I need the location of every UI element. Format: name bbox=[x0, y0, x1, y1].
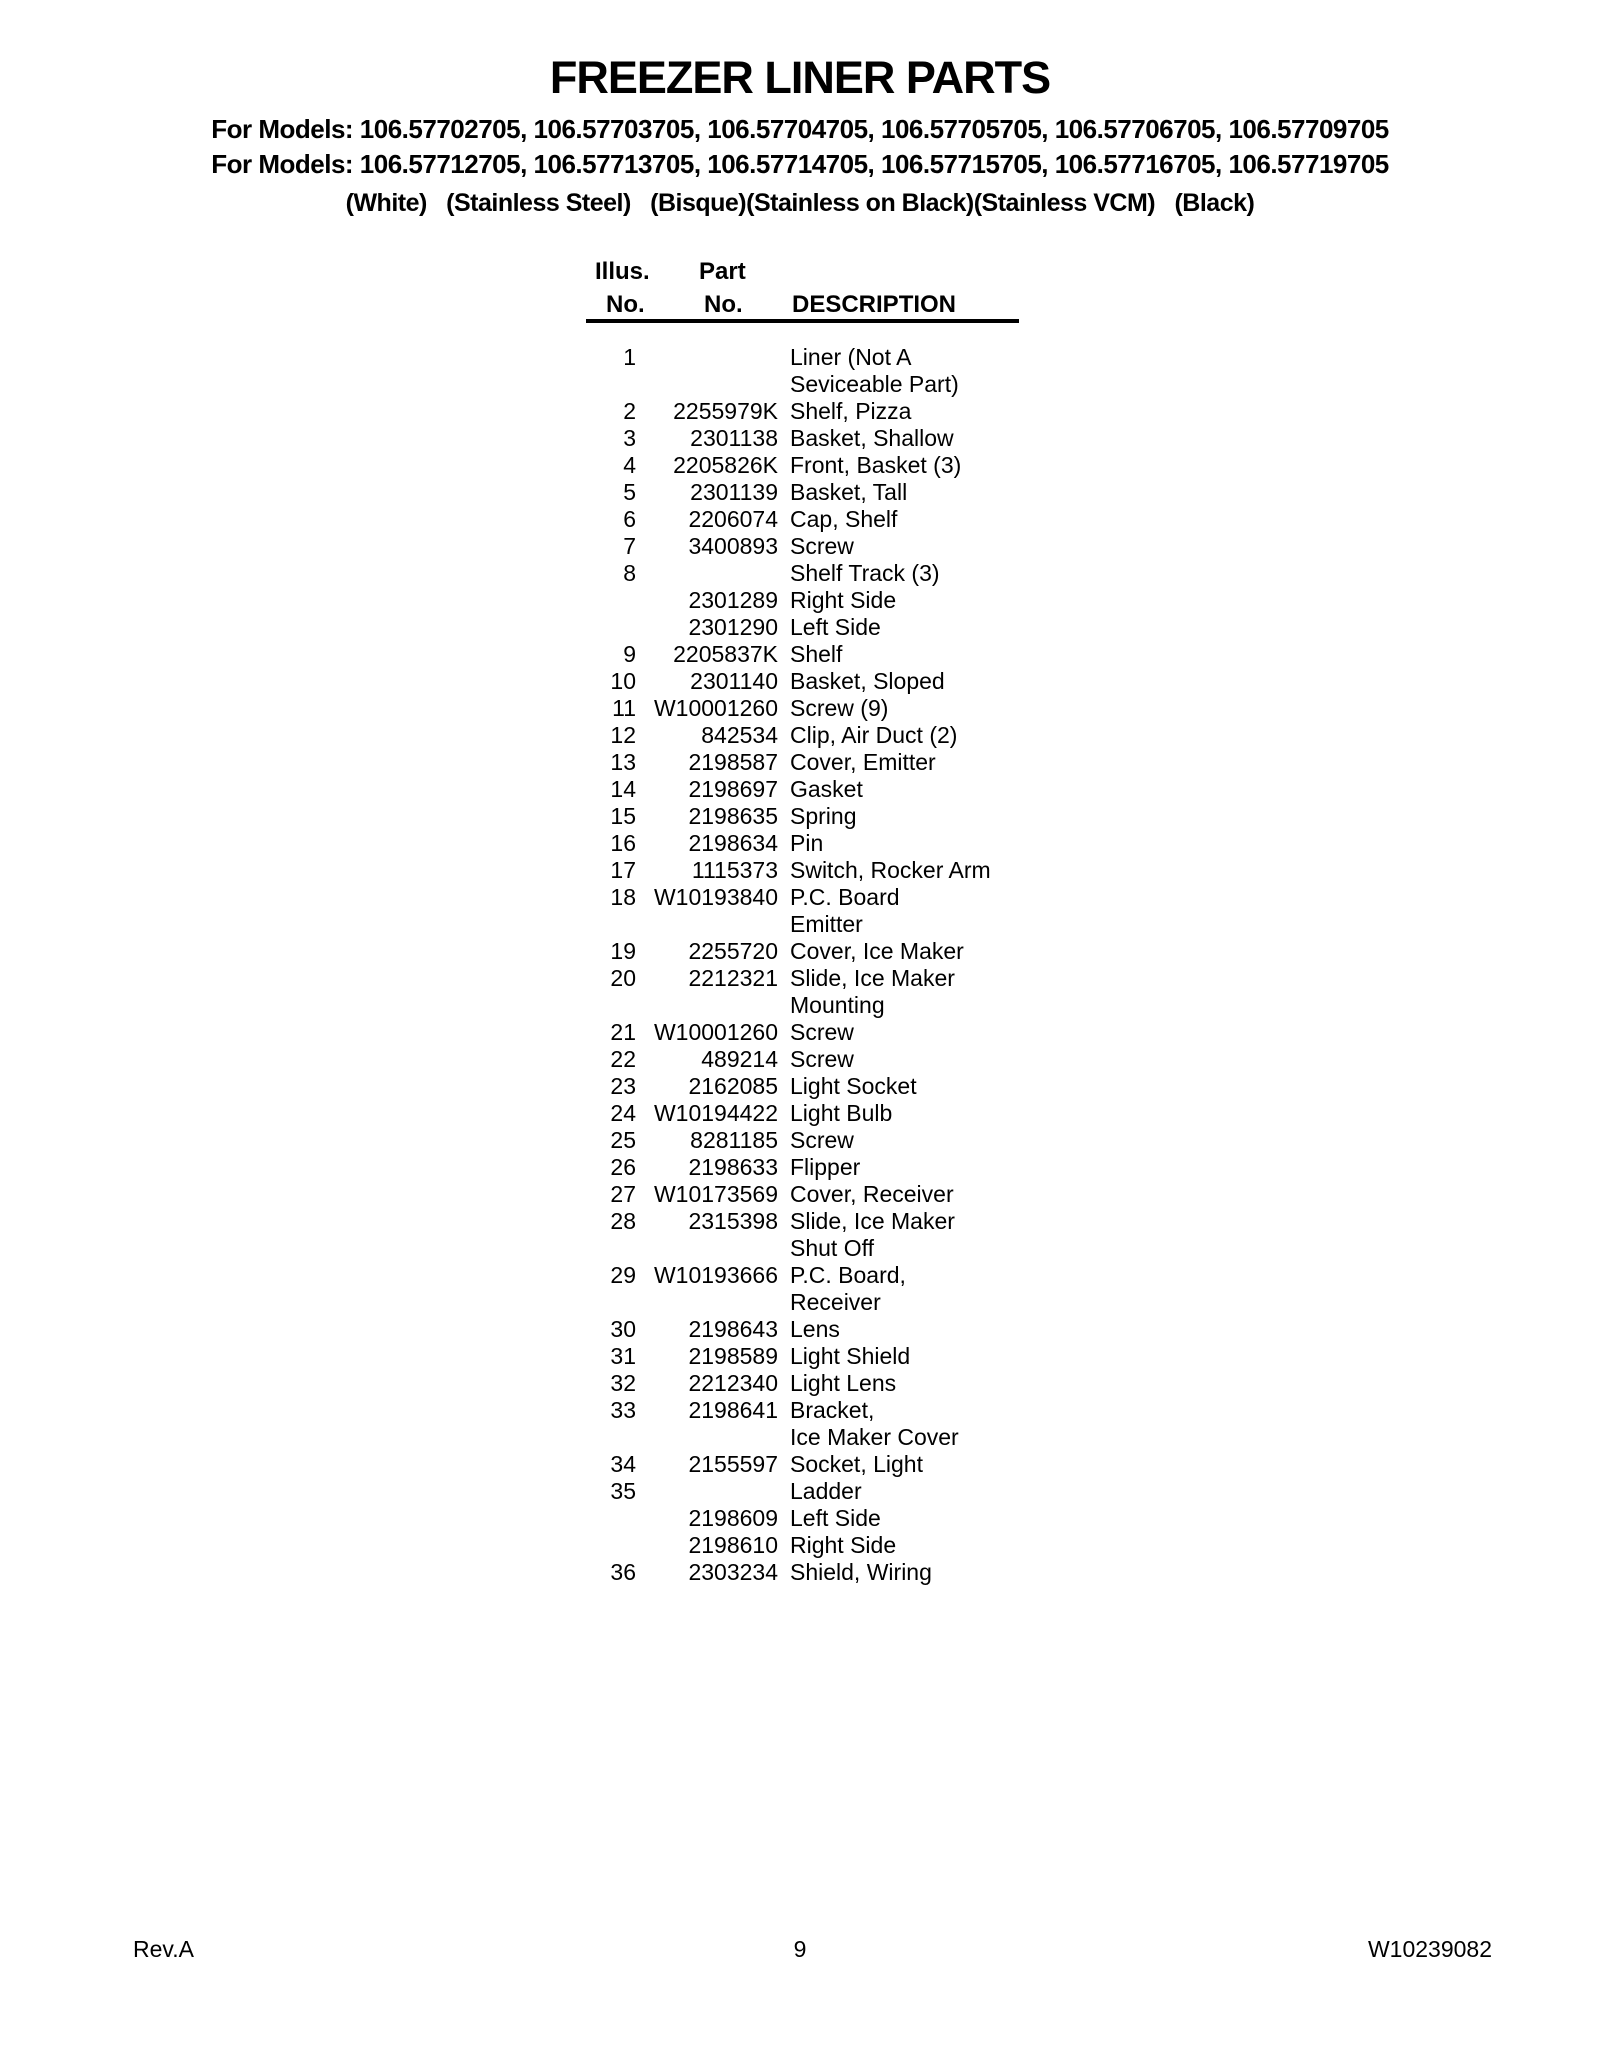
description-cell bbox=[778, 965, 1100, 1019]
illus-no-cell: 36 bbox=[610, 1559, 636, 1585]
illus-no-cell: 11 bbox=[612, 695, 636, 721]
description-line: Ice Maker Cover bbox=[790, 1424, 959, 1450]
description-line: Flipper bbox=[790, 1154, 861, 1180]
footer-page-number: 9 bbox=[793, 1936, 807, 1962]
table-row bbox=[540, 1343, 1100, 1370]
part-no-cell: 842534 bbox=[701, 722, 778, 748]
description-cell bbox=[778, 1208, 1100, 1262]
part-no-cell: W10193840 bbox=[653, 884, 778, 910]
part-no-cell: 2205826K bbox=[673, 452, 778, 478]
part-no-cell: 2255720 bbox=[688, 938, 778, 964]
illus-no-cell: 10 bbox=[610, 668, 636, 694]
description-cell bbox=[778, 857, 1100, 884]
description-cell bbox=[778, 344, 1100, 398]
description-line: Screw bbox=[790, 1046, 854, 1072]
table-row bbox=[540, 506, 1100, 533]
part-no-cell: 2198641 bbox=[688, 1397, 778, 1423]
description-cell bbox=[778, 1343, 1100, 1370]
description-cell bbox=[778, 614, 1100, 641]
part-no-cell: 2212321 bbox=[688, 965, 778, 991]
table-row bbox=[540, 1154, 1100, 1181]
illus-no-cell: 1 bbox=[623, 344, 636, 370]
illus-no-cell: 6 bbox=[623, 506, 636, 532]
description-line: Shield, Wiring bbox=[790, 1559, 932, 1585]
description-line: Right Side bbox=[790, 587, 897, 613]
description-cell bbox=[778, 533, 1100, 560]
illus-no-cell: 7 bbox=[623, 533, 636, 559]
illus-no-cell: 17 bbox=[610, 857, 636, 883]
description-cell bbox=[778, 641, 1100, 668]
description-line: Lens bbox=[790, 1316, 840, 1342]
illus-no-cell: 35 bbox=[610, 1478, 636, 1504]
part-no-cell: 2301290 bbox=[688, 614, 778, 640]
description-cell bbox=[778, 560, 1100, 587]
illus-no-cell: 21 bbox=[610, 1019, 636, 1045]
part-no-cell: 2301138 bbox=[690, 425, 778, 451]
description-line: Ladder bbox=[790, 1478, 862, 1504]
description-line: Basket, Sloped bbox=[790, 668, 945, 694]
illus-no-cell: 27 bbox=[610, 1181, 636, 1207]
illus-no-cell bbox=[540, 1505, 652, 1532]
description-line: Light Socket bbox=[790, 1073, 917, 1099]
description-line: Cover, Ice Maker bbox=[790, 938, 964, 964]
description-cell bbox=[778, 668, 1100, 695]
description-cell bbox=[778, 1073, 1100, 1100]
description-line: Shelf, Pizza bbox=[790, 398, 912, 424]
description-cell bbox=[778, 776, 1100, 803]
part-no-cell: 2198633 bbox=[688, 1154, 778, 1180]
description-cell bbox=[778, 1046, 1100, 1073]
description-line: Receiver bbox=[790, 1289, 881, 1315]
description-cell bbox=[778, 425, 1100, 452]
illus-no-cell: 4 bbox=[623, 452, 636, 478]
description-cell bbox=[778, 587, 1100, 614]
illus-no-cell: 14 bbox=[610, 776, 636, 802]
description-line: P.C. Board bbox=[790, 884, 900, 910]
part-no-cell: 2155597 bbox=[688, 1451, 778, 1477]
table-row bbox=[540, 668, 1100, 695]
description-line: Left Side bbox=[790, 614, 881, 640]
table-row bbox=[540, 1262, 1100, 1316]
part-no-cell: 2255979K bbox=[673, 398, 778, 424]
illus-no-cell: 9 bbox=[623, 641, 636, 667]
description-line: Clip, Air Duct (2) bbox=[790, 722, 958, 748]
table-row bbox=[540, 695, 1100, 722]
part-no-cell: 2301289 bbox=[688, 587, 778, 613]
description-line: Liner (Not A bbox=[790, 344, 912, 370]
description-cell bbox=[778, 1451, 1100, 1478]
part-no-cell: 2205837K bbox=[673, 641, 778, 667]
description-cell bbox=[778, 479, 1100, 506]
description-cell bbox=[778, 506, 1100, 533]
part-no-cell: 2198635 bbox=[688, 803, 778, 829]
description-line: Screw bbox=[790, 1019, 854, 1045]
part-no-cell bbox=[652, 1478, 778, 1505]
part-no-cell: 2301139 bbox=[690, 479, 778, 505]
table-row bbox=[540, 1127, 1100, 1154]
description-cell bbox=[778, 722, 1100, 749]
description-cell bbox=[778, 1262, 1100, 1316]
part-no-cell: 8281185 bbox=[690, 1127, 778, 1153]
table-row bbox=[540, 1451, 1100, 1478]
description-line: Slide, Ice Maker bbox=[790, 1208, 955, 1234]
column-header-illus-no: No. bbox=[606, 291, 645, 318]
illus-no-cell: 15 bbox=[610, 803, 636, 829]
table-row bbox=[540, 1559, 1100, 1586]
part-no-cell: 2206074 bbox=[688, 506, 778, 532]
illus-no-cell bbox=[540, 614, 652, 641]
description-cell bbox=[778, 830, 1100, 857]
illus-no-cell: 26 bbox=[610, 1154, 636, 1180]
table-row bbox=[540, 425, 1100, 452]
illus-no-cell: 19 bbox=[610, 938, 636, 964]
table-row bbox=[540, 965, 1100, 1019]
description-cell bbox=[778, 884, 1100, 938]
description-cell bbox=[778, 1532, 1100, 1559]
part-no-cell: 3400893 bbox=[688, 533, 778, 559]
description-line: Gasket bbox=[790, 776, 863, 802]
table-row bbox=[540, 749, 1100, 776]
table-row bbox=[540, 1370, 1100, 1397]
table-row bbox=[540, 803, 1100, 830]
description-line: Spring bbox=[790, 803, 857, 829]
models-line-1: For Models: 106.57702705, 106.57703705, 106.57704705, 106.57705705, 106.57706705, 106.57709705 bbox=[211, 114, 1389, 144]
description-line: Cap, Shelf bbox=[790, 506, 898, 532]
description-cell bbox=[778, 1478, 1100, 1505]
description-cell bbox=[778, 1559, 1100, 1586]
table-row bbox=[540, 1073, 1100, 1100]
description-line: Cover, Receiver bbox=[790, 1181, 954, 1207]
illus-no-cell bbox=[540, 1532, 652, 1559]
part-no-cell: 2301140 bbox=[690, 668, 778, 694]
description-line: Screw (9) bbox=[790, 695, 889, 721]
illus-no-cell: 24 bbox=[610, 1100, 636, 1126]
column-header-part: Part bbox=[699, 258, 746, 285]
illus-no-cell: 25 bbox=[610, 1127, 636, 1153]
description-cell bbox=[778, 803, 1100, 830]
description-cell bbox=[778, 695, 1100, 722]
illus-no-cell: 32 bbox=[610, 1370, 636, 1396]
description-cell bbox=[778, 1370, 1100, 1397]
table-row bbox=[540, 1478, 1100, 1505]
table-row bbox=[540, 830, 1100, 857]
description-cell bbox=[778, 452, 1100, 479]
description-line: Shelf Track (3) bbox=[790, 560, 940, 586]
table-row bbox=[540, 857, 1100, 884]
illus-no-cell: 34 bbox=[610, 1451, 636, 1477]
illus-no-cell: 30 bbox=[610, 1316, 636, 1342]
part-no-cell: W10193666 bbox=[653, 1262, 778, 1288]
page-title: FREEZER LINER PARTS bbox=[549, 52, 1051, 103]
illus-no-cell: 5 bbox=[623, 479, 636, 505]
table-row bbox=[540, 776, 1100, 803]
illus-no-cell: 2 bbox=[623, 398, 636, 424]
illus-no-cell: 13 bbox=[610, 749, 636, 775]
part-no-cell: 2198610 bbox=[688, 1532, 778, 1558]
description-cell bbox=[778, 1316, 1100, 1343]
description-line: Light Shield bbox=[790, 1343, 911, 1369]
description-line: Light Lens bbox=[790, 1370, 897, 1396]
description-line: Switch, Rocker Arm bbox=[790, 857, 991, 883]
description-line: Front, Basket (3) bbox=[790, 452, 962, 478]
column-header-part-no: No. bbox=[704, 291, 743, 318]
illus-no-cell: 33 bbox=[610, 1397, 636, 1423]
part-no-cell: 2303234 bbox=[688, 1559, 778, 1585]
illus-no-cell: 23 bbox=[610, 1073, 636, 1099]
table-header-rule bbox=[586, 319, 1019, 323]
table-row bbox=[540, 587, 1100, 614]
description-line: Bracket, bbox=[790, 1397, 875, 1423]
table-row bbox=[540, 722, 1100, 749]
description-cell bbox=[778, 938, 1100, 965]
table-row bbox=[540, 884, 1100, 938]
table-row bbox=[540, 398, 1100, 425]
description-line: Pin bbox=[790, 830, 824, 856]
description-cell bbox=[778, 1181, 1100, 1208]
table-row bbox=[540, 1046, 1100, 1073]
illus-no-cell bbox=[540, 587, 652, 614]
table-row bbox=[540, 560, 1100, 587]
description-line: Cover, Emitter bbox=[790, 749, 936, 775]
illus-no-cell: 3 bbox=[623, 425, 636, 451]
table-row bbox=[540, 938, 1100, 965]
illus-no-cell: 22 bbox=[610, 1046, 636, 1072]
illus-no-cell: 8 bbox=[623, 560, 636, 586]
description-cell bbox=[778, 1505, 1100, 1532]
part-no-cell bbox=[652, 344, 778, 398]
part-no-cell: 2198634 bbox=[688, 830, 778, 856]
description-cell bbox=[778, 1397, 1100, 1451]
illus-no-cell: 31 bbox=[610, 1343, 636, 1369]
table-row bbox=[540, 452, 1100, 479]
part-no-cell: W10194422 bbox=[653, 1100, 778, 1126]
table-row bbox=[540, 1181, 1100, 1208]
description-line: Left Side bbox=[790, 1505, 881, 1531]
part-no-cell: 2198609 bbox=[688, 1505, 778, 1531]
description-cell bbox=[778, 398, 1100, 425]
part-no-cell: W10001260 bbox=[653, 1019, 778, 1045]
part-no-cell: 2198697 bbox=[688, 776, 778, 802]
description-cell bbox=[778, 1154, 1100, 1181]
description-cell bbox=[778, 1100, 1100, 1127]
part-no-cell: 2198587 bbox=[688, 749, 778, 775]
column-header-illus: Illus. bbox=[595, 258, 650, 285]
footer-doc-number: W10239082 bbox=[1367, 1936, 1492, 1962]
table-row bbox=[540, 533, 1100, 560]
column-header-description: DESCRIPTION bbox=[792, 291, 957, 318]
table-row bbox=[540, 614, 1100, 641]
illus-no-cell: 12 bbox=[610, 722, 636, 748]
part-no-cell: 2198643 bbox=[688, 1316, 778, 1342]
part-no-cell: W10173569 bbox=[653, 1181, 778, 1207]
part-no-cell: 489214 bbox=[701, 1046, 778, 1072]
illus-no-cell: 20 bbox=[610, 965, 636, 991]
description-line: Slide, Ice Maker bbox=[790, 965, 955, 991]
description-cell bbox=[778, 749, 1100, 776]
table-row bbox=[540, 1532, 1100, 1559]
description-line: Emitter bbox=[790, 911, 863, 937]
parts-table-body bbox=[540, 344, 1100, 1586]
footer-revision: Rev.A bbox=[133, 1936, 194, 1962]
table-row bbox=[540, 1208, 1100, 1262]
models-line-2: For Models: 106.57712705, 106.57713705, 106.57714705, 106.57715705, 106.57716705, 106.57719705 bbox=[211, 149, 1389, 179]
part-no-cell bbox=[652, 560, 778, 587]
description-line: P.C. Board, bbox=[790, 1262, 906, 1288]
table-row bbox=[540, 344, 1100, 398]
part-no-cell: 2315398 bbox=[688, 1208, 778, 1234]
table-row bbox=[540, 1505, 1100, 1532]
description-cell bbox=[778, 1127, 1100, 1154]
part-no-cell: 2198589 bbox=[688, 1343, 778, 1369]
part-no-cell: W10001260 bbox=[653, 695, 778, 721]
table-row bbox=[540, 1397, 1100, 1451]
description-line: Socket, Light bbox=[790, 1451, 923, 1477]
finishes-line: (White) (Stainless Steel) (Bisque)(Stainless on Black)(Stainless VCM) (Black) bbox=[345, 189, 1255, 217]
illus-no-cell: 18 bbox=[610, 884, 636, 910]
description-line: Right Side bbox=[790, 1532, 897, 1558]
description-cell bbox=[778, 1019, 1100, 1046]
description-line: Light Bulb bbox=[790, 1100, 893, 1126]
description-line: Screw bbox=[790, 1127, 854, 1153]
table-row bbox=[540, 1316, 1100, 1343]
illus-no-cell: 16 bbox=[610, 830, 636, 856]
illus-no-cell: 29 bbox=[610, 1262, 636, 1288]
table-row bbox=[540, 641, 1100, 668]
description-line: Shut Off bbox=[790, 1235, 874, 1261]
part-no-cell: 2162085 bbox=[688, 1073, 778, 1099]
description-line: Shelf bbox=[790, 641, 843, 667]
part-no-cell: 2212340 bbox=[688, 1370, 778, 1396]
illus-no-cell: 28 bbox=[610, 1208, 636, 1234]
description-line: Basket, Shallow bbox=[790, 425, 954, 451]
description-line: Basket, Tall bbox=[790, 479, 908, 505]
table-row bbox=[540, 479, 1100, 506]
description-line: Screw bbox=[790, 533, 854, 559]
part-no-cell: 1115373 bbox=[691, 857, 778, 883]
table-row bbox=[540, 1100, 1100, 1127]
description-line: Mounting bbox=[790, 992, 885, 1018]
description-line: Seviceable Part) bbox=[790, 371, 959, 397]
table-row bbox=[540, 1019, 1100, 1046]
